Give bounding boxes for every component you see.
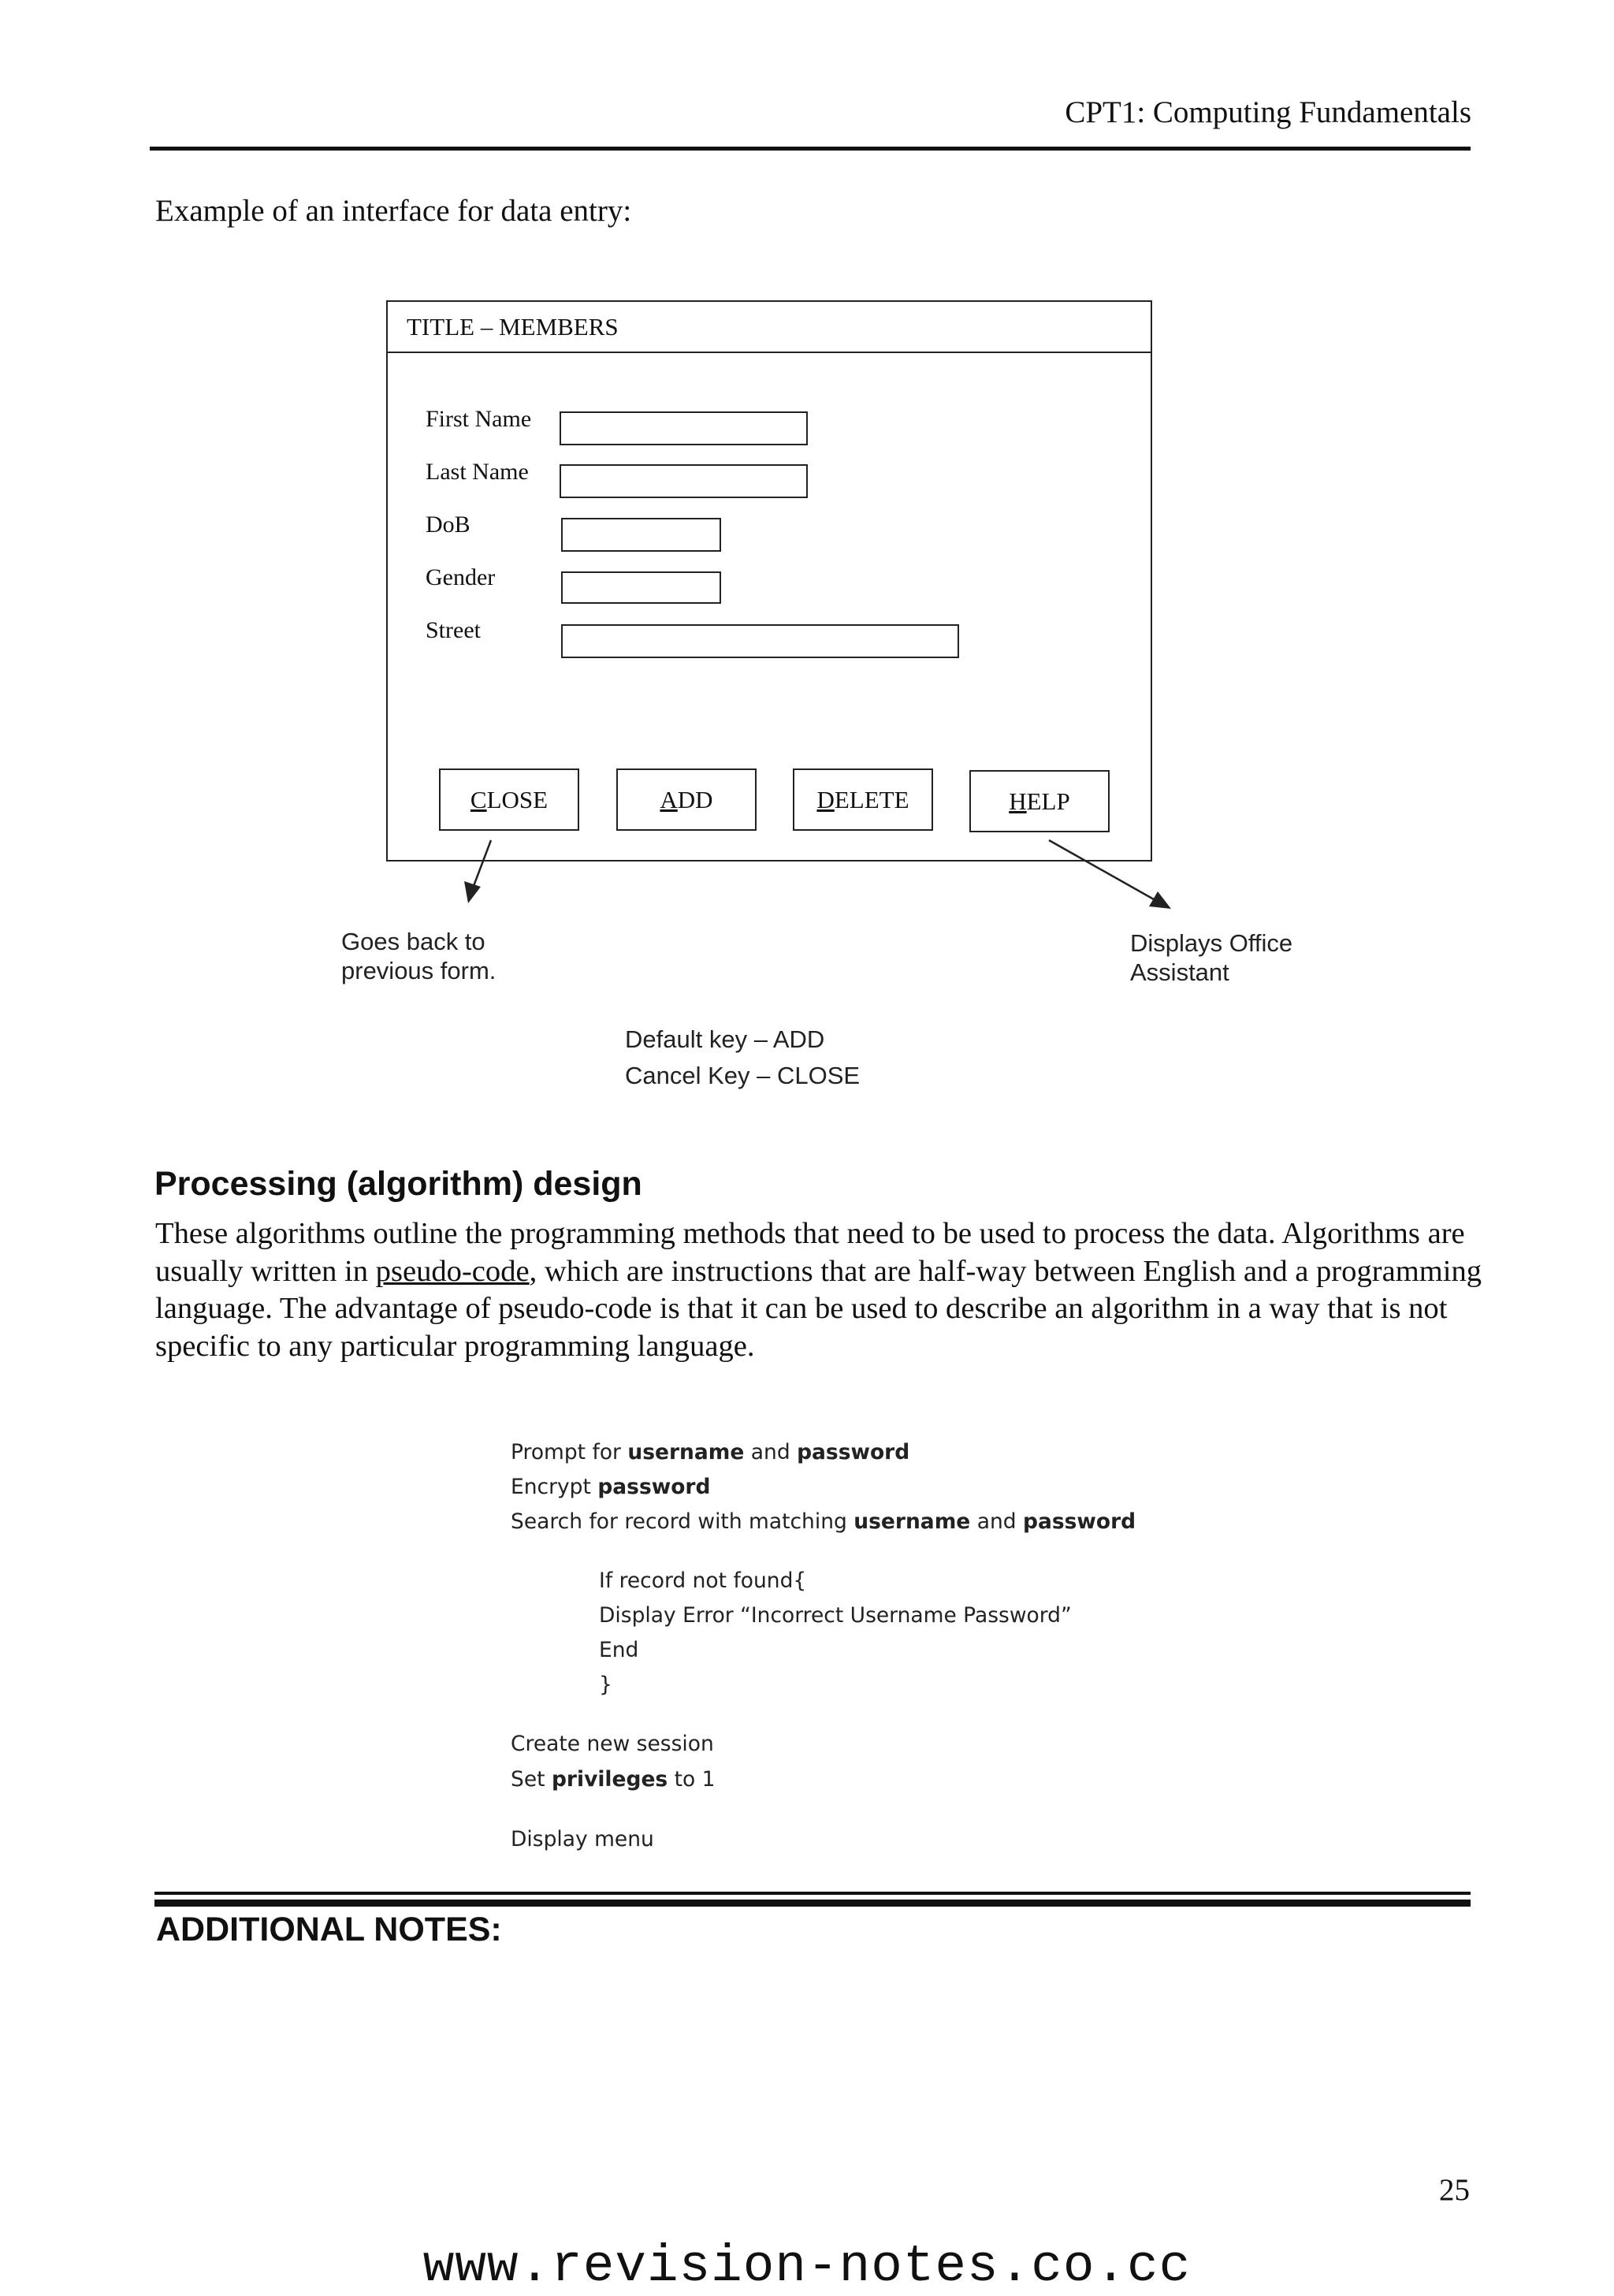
pseudocode-line-7: } xyxy=(599,1673,612,1697)
processing-heading: Processing (algorithm) design xyxy=(154,1165,642,1203)
help-arrow-head xyxy=(1149,891,1171,909)
pseudocode-line-5: Display Error “Incorrect Username Password” xyxy=(599,1603,1072,1628)
pseudocode-line-3: Search for record with matching username and password xyxy=(511,1509,1136,1534)
intro-text: Example of an interface for data entry: xyxy=(155,194,632,228)
close-button-label: LOSE xyxy=(486,785,549,813)
para-text-1: These algorithms outline the programming methods that need to be used to process the data. Algorithms are usually written in xyxy=(155,1217,1465,1288)
pseudocode-line-9: Set privileges to 1 xyxy=(511,1767,716,1792)
pseudocode-line-4: If record not found{ xyxy=(599,1568,807,1593)
close-annotation xyxy=(341,927,496,985)
help-annotation-line1: Displays Office xyxy=(1130,929,1293,957)
default-key-note: Default key – ADD xyxy=(625,1025,825,1053)
page-number: 25 xyxy=(1439,2173,1470,2207)
delete-button-accesskey: D xyxy=(816,785,835,813)
help-arrow-line xyxy=(1049,840,1154,899)
close-arrow-head xyxy=(464,881,481,903)
dob-label: DoB xyxy=(426,512,470,538)
first-name-label: First Name xyxy=(426,406,532,432)
processing-paragraph xyxy=(155,1215,1495,1365)
close-annotation-line1: Goes back to xyxy=(341,928,485,955)
para-text-2: , which are instructions that are half-way between English and a programming language. The advantage of pseudo-code is that it can be used to describe an algorithm in a way that is not specific to any particular programming language. xyxy=(155,1254,1482,1363)
help-annotation xyxy=(1130,928,1292,987)
running-header: CPT1: Computing Fundamentals xyxy=(1065,95,1471,129)
close-button-accesskey: C xyxy=(470,785,487,813)
notes-rule-thin xyxy=(154,1892,1471,1895)
key-notes xyxy=(625,1021,860,1094)
annotation-arrows xyxy=(0,0,1614,1103)
gender-label: Gender xyxy=(426,564,496,590)
add-button-accesskey: A xyxy=(660,785,678,813)
street-label: Street xyxy=(426,617,481,643)
pseudocode-line-6: End xyxy=(599,1638,639,1662)
delete-button-label: ELETE xyxy=(834,785,909,813)
close-annotation-line2: previous form. xyxy=(341,957,496,984)
help-button-accesskey: H xyxy=(1009,787,1027,815)
add-button-label: DD xyxy=(677,785,713,813)
help-annotation-line2: Assistant xyxy=(1130,958,1229,986)
cancel-key-note: Cancel Key – CLOSE xyxy=(625,1062,861,1089)
pseudocode-line-1: Prompt for username and password xyxy=(511,1440,910,1464)
pseudocode-line-8: Create new session xyxy=(511,1732,714,1756)
pseudo-code-term: pseudo-code xyxy=(375,1254,530,1288)
form-mockup-title: TITLE – MEMBERS xyxy=(407,313,619,340)
help-button-label: ELP xyxy=(1026,787,1070,815)
additional-notes-heading: ADDITIONAL NOTES: xyxy=(156,1911,502,1948)
close-arrow-line xyxy=(474,840,491,886)
footer-url: www.revision-notes.co.cc xyxy=(422,2237,1192,2296)
last-name-label: Last Name xyxy=(426,459,529,485)
pseudocode-line-2: Encrypt password xyxy=(511,1475,711,1499)
pseudocode-line-10: Display menu xyxy=(511,1827,654,1851)
notes-rule-thick xyxy=(154,1900,1471,1907)
